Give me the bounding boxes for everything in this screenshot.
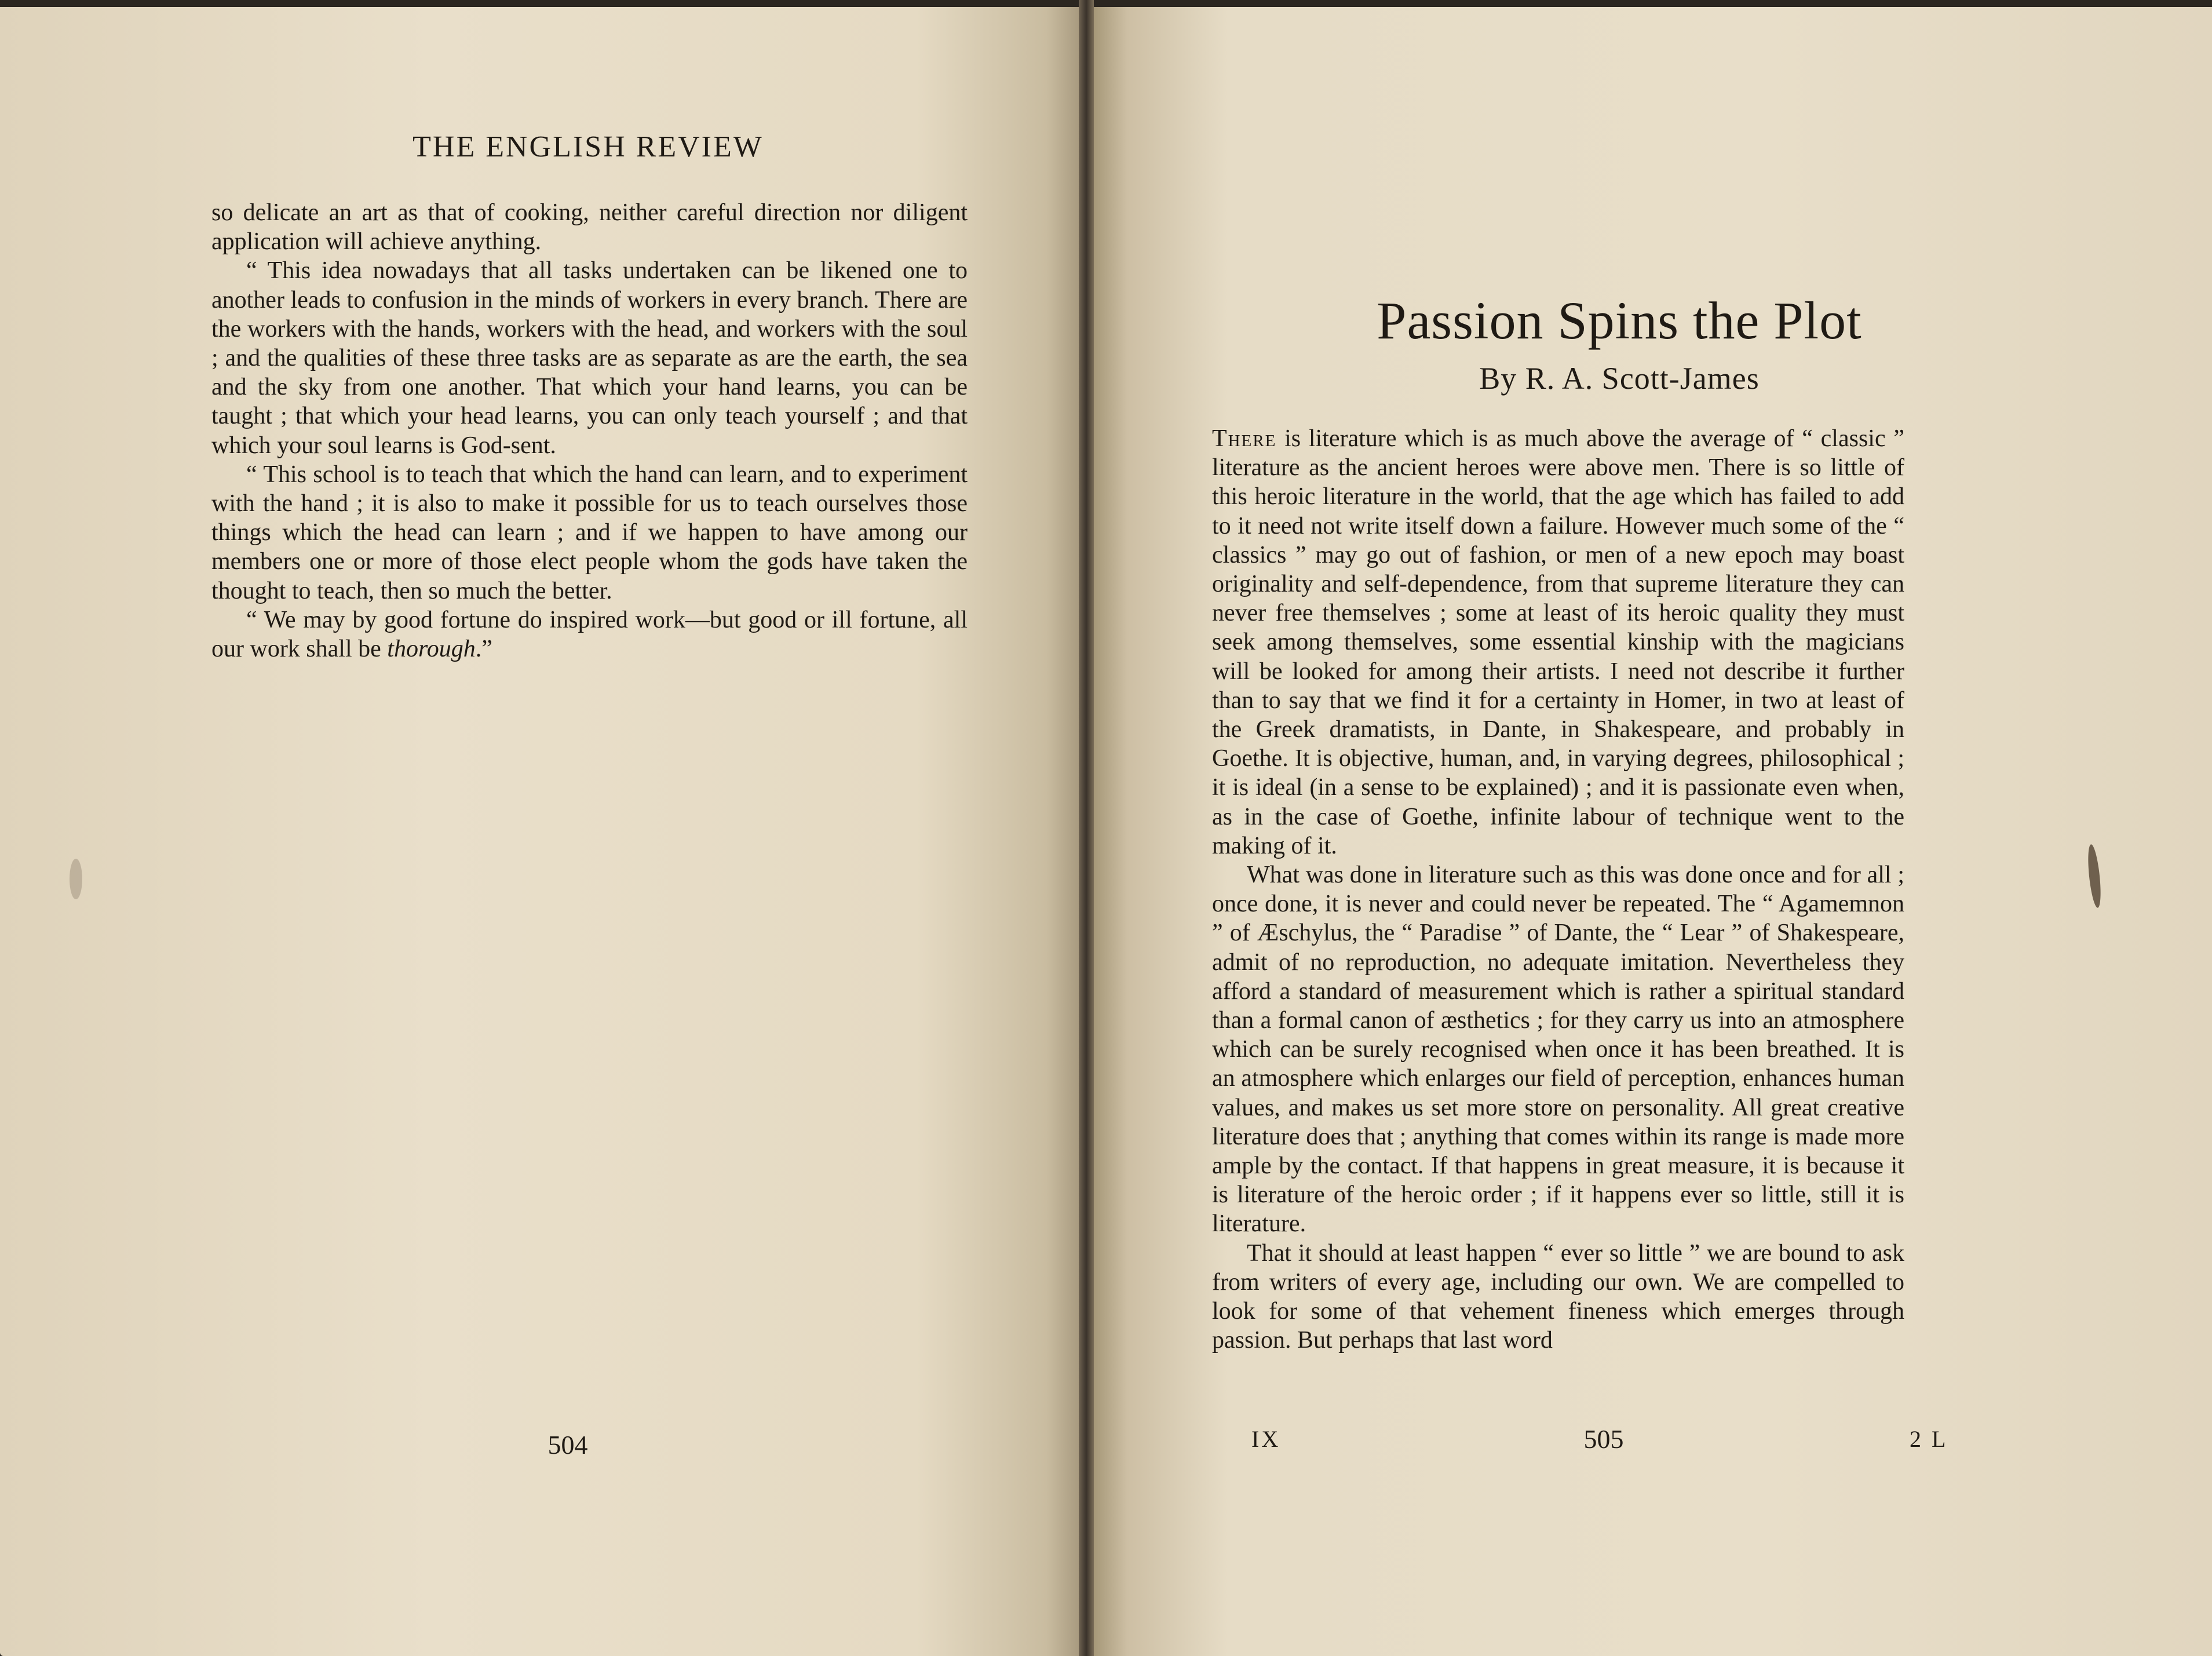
paragraph: “ This idea nowadays that all tasks undertaken can be likened one to another leads to confusion in the minds of workers in every branch. There are the workers with the hands, workers with the head, and workers with the soul ; and the qualities of these three tasks are as separate as are the earth, the sea and the sky from one another. That which your hand learns, you can be taught ; that which your head learns, you can only teach yourself ; and that which your soul learns is God-sent. [211, 257, 968, 459]
page-number: 504 [547, 1430, 588, 1460]
paragraph-text: .” [475, 636, 492, 663]
paragraph [1212, 424, 1904, 860]
paragraph: “ This school is to teach that which the hand can learn, and to experiment with the hand ; it is also to make it possible for us to teach ourselves those things which the head can learn ; and if we happen to have among our members one or more of those elect people whom the gods have taken the thought to teach, then so much the better. [211, 461, 968, 604]
paragraph: That it should at least happen “ ever so little ” we are bound to ask from writers of every age, including our own. We are compelled to look for some of that vehement fineness which emerges through passion. But perhaps that last word [1212, 1239, 1904, 1354]
lead-word: There [1212, 425, 1277, 452]
paragraph-text: is literature which is as much above the average of “ classic ” literature as the ancient heroes were above men. There is so little of this heroic literature in the world, that the age which has failed to add to it need not write itself down a failure. However much some of the “ classics ” may go out of fashion, or men of a new epoch may boast originality and self-dependence, from that supreme literature they can never free themselves ; some at least of its heroic quality they must seek among themselves, some essential kinship with the magicians will be looked for among their artists. I need not describe it further than to say that we find it for a certainty in Homer, in two at least of the Greek dramatists, in Dante, in Shakespeare, and probably in Goethe. It is objective, human, and, in varying degrees, philosophical ; it is ideal (in a sense to be explained) ; and it is passionate even when, as in the case of Goethe, infinite labour of technique went to the making of it. [1212, 425, 1904, 859]
left-page [0, 7, 1079, 1656]
left-page-text [211, 198, 968, 663]
paragraph [211, 606, 968, 663]
page-smudge [70, 859, 82, 899]
signature-mark: 2 L [1910, 1426, 1948, 1452]
page-smudge [2086, 844, 2103, 908]
article-title: Passion Spins the Plot [1377, 291, 1862, 350]
signature-mark: IX [1251, 1426, 1281, 1452]
running-head: THE ENGLISH REVIEW [413, 130, 764, 163]
right-page [1094, 7, 2212, 1656]
byline: By R. A. Scott-James [1479, 361, 1760, 396]
paragraph: What was done in literature such as this was done once and for all ; once done, it is never and could never be repeated. The “ Agamemnon ” of Æschylus, the “ Paradise ” of Dante, the “ Lear ” of Shakespeare, admit of no reproduction, no adequate imitation. Nevertheless they afford a standard of measurement which is rather a spiritual standard than a formal canon of æsthetics ; for they carry us into an atmosphere which can be surely recognised when once it has been breathed. It is an atmosphere which enlarges our field of perception, enhances human values, and makes us set more store on personality. All great creative literature does that ; anything that comes within its range is made more ample by the contact. If that happens in great measure, it is because it is literature of the heroic order ; if it happens ever so little, still it is literature. [1212, 862, 1904, 1238]
book-gutter [1079, 0, 1094, 1656]
paragraph-text: “ We may by good fortune do inspired work—but good or ill fortune, all our work shall be [211, 606, 968, 663]
emphasis-text: thorough [387, 636, 476, 663]
right-page-text [1212, 424, 1904, 1355]
page-number: 505 [1583, 1424, 1624, 1454]
paragraph: so delicate an art as that of cooking, neither careful direction nor diligent application will achieve anything. [211, 199, 968, 256]
